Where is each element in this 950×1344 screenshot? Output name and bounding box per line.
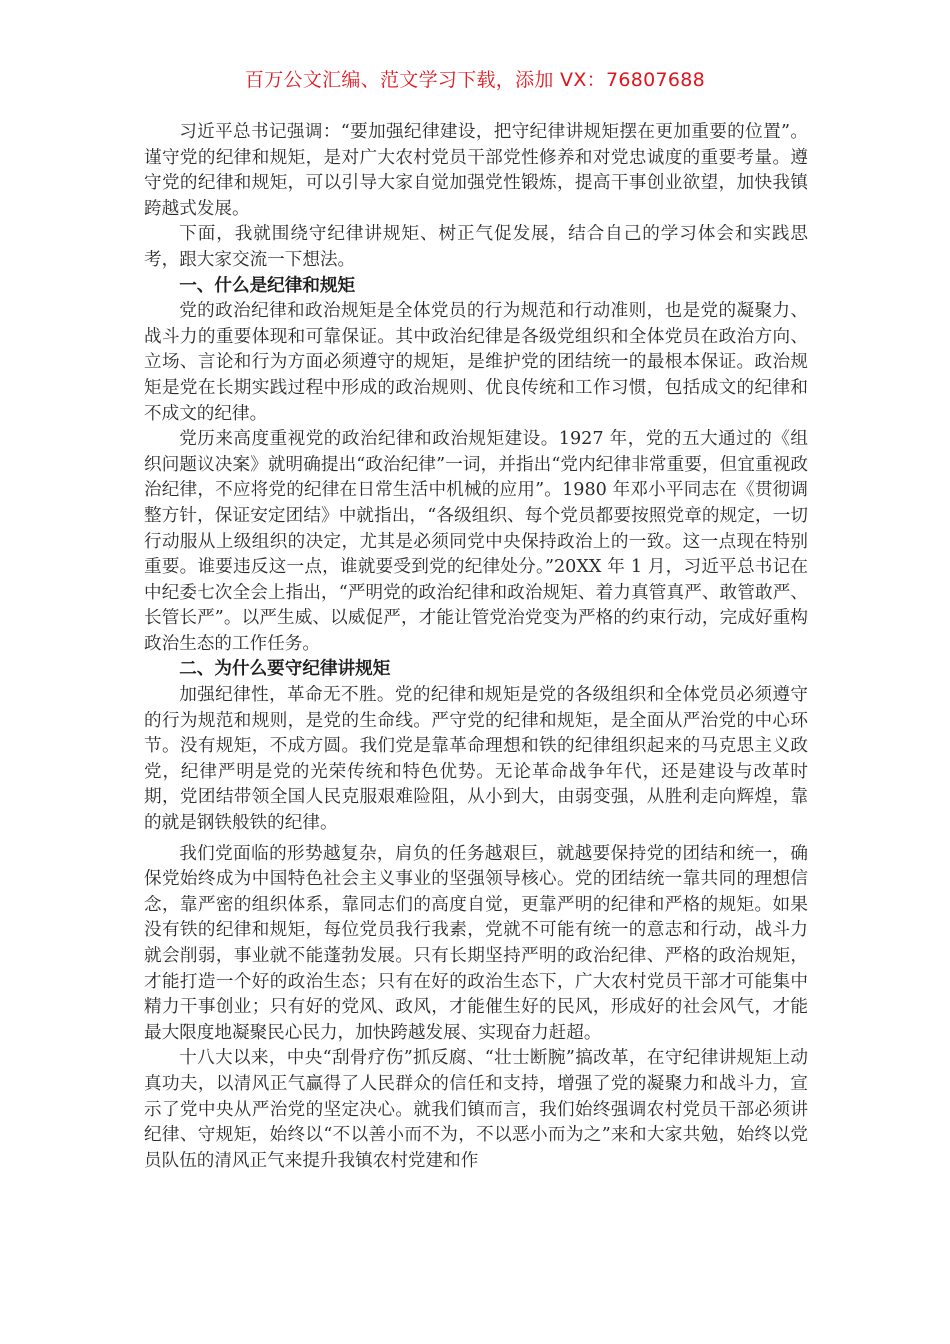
section-heading-2: 二、为什么要守纪律讲规矩 — [179, 659, 391, 680]
paragraph-intro: 习近平总书记强调：“要加强纪律建设，把守纪律讲规矩摆在更加重要的位置”。谨守党的纪律和规矩，是对广大农村党员干部党性修养和对党忠诚度的重要考量。遵守党的纪律和规矩，可以引导大家自觉加强党性锻炼，提高干事创业欲望，加快我镇跨越式发展。 — [144, 122, 808, 219]
watermark-banner: 百万公文汇编、范文学习下载，添加 VX：76807688 — [244, 69, 706, 91]
paragraph-history: 党历来高度重视党的政治纪律和政治规矩建设。1927 年，党的五大通过的《组织问题议决案》就明确提出“政治纪律”一词，并指出“党内纪律非常重要，但宜重视政治纪律，不应将党的纪律在日常生活中机械的应用”。1980 年邓小平同志在《贯彻调整方针，保证安定团结》中就指出，“各级组织、每个党员都要按照党章的规定，一切行动服从上级组织的决定，尤其是必须同党中央保持政治上的一致。这一点现在特别重要。谁要违反这一点，谁就要受到党的纪律处分。”20XX 年 1 月，习近平总书记在中纪委七次全会上指出，“严明党的政治纪律和政治规矩、着力真管真严、敢管敢严、长管长严”。以严生威、以威促严，才能让管党治党变为严格的约束行动，完成好重构政治生态的工作任务。 — [144, 429, 808, 654]
paragraph-unity: 我们党面临的形势越复杂，肩负的任务越艰巨，就越要保持党的团结和统一，确保党始终成为中国特色社会主义事业的坚强领导核心。党的团结统一靠共同的理想信念，靠严密的组织体系，靠同志们的高度自觉，更靠严明的纪律和严格的规矩。如果没有铁的纪律和规矩，每位党员我行我素，党就不可能有统一的意志和行动，战斗力就会削弱，事业就不能蓬勃发展。只有长期坚持严明的政治纪律、严格的政治规矩，才能打造一个好的政治生态；只有在好的政治生态下，广大农村党员干部才可能集中精力干事创业；只有好的党风、政风，才能催生好的民风，形成好的社会风气，才能最大限度地凝聚民心民力，加快跨越发展、实现奋力赶超。 — [144, 843, 808, 1043]
paragraph-outline: 下面，我就围绕守纪律讲规矩、树正气促发展，结合自己的学习体会和实践思考，跟大家交流一下想法。 — [144, 224, 808, 270]
paragraph-since-18th-congress: 十八大以来，中央“刮骨疗伤”抓反腐、“壮士断腕”搞改革，在守纪律讲规矩上动真功夫，以清风正气赢得了人民群众的信任和支持，增强了党的凝聚力和战斗力，宣示了党中央从严治党的坚定决心。就我们镇而言，我们始终强调农村党员干部必须讲纪律、守规矩，始终以“不以善小而不为，不以恶小而为之”来和大家共勉，始终以党员队伍的清风正气来提升我镇农村党建和作 — [144, 1048, 808, 1171]
document-body — [144, 120, 808, 1174]
paragraph-discipline: 加强纪律性，革命无不胜。党的纪律和规矩是党的各级组织和全体党员必须遵守的行为规范和规则，是党的生命线。严守党的纪律和规矩，是全面从严治党的中心环节。没有规矩，不成方圆。我们党是靠革命理想和铁的纪律组织起来的马克思主义政党，纪律严明是党的光荣传统和特色优势。无论革命战争年代，还是建设与改革时期，党团结带领全国人民克服艰难险阻，从小到大，由弱变强，从胜利走向辉煌，靠的就是钢铁般铁的纪律。 — [144, 685, 808, 834]
section-heading-1: 一、什么是纪律和规矩 — [179, 275, 356, 296]
paragraph-definition: 党的政治纪律和政治规矩是全体党员的行为规范和行动准则，也是党的凝聚力、战斗力的重要体现和可靠保证。其中政治纪律是各级党组织和全体党员在政治方向、立场、言论和行为方面必须遵守的规矩，是维护党的团结统一的最根本保证。政治规矩是党在长期实践过程中形成的政治规则、优良传统和工作习惯，包括成文的纪律和不成文的纪律。 — [144, 301, 808, 424]
